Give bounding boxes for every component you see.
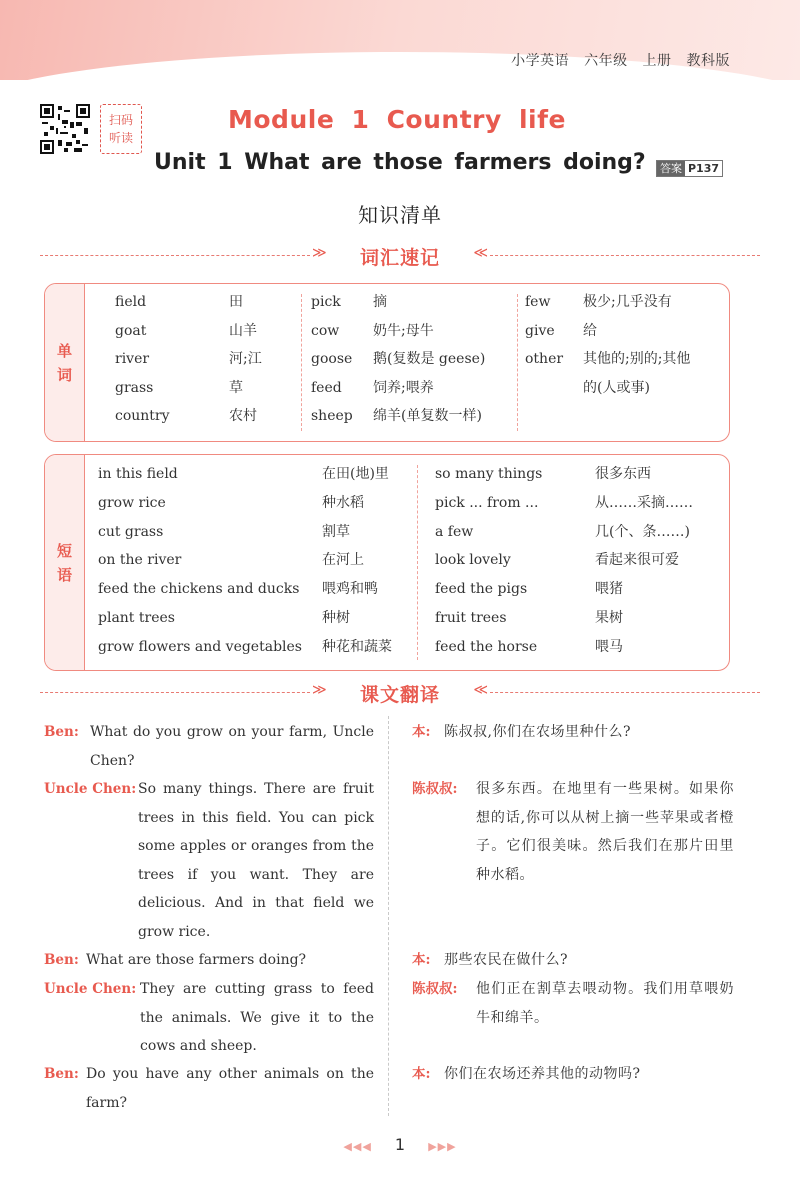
phrase-row — [435, 464, 693, 493]
phrase-row — [435, 522, 693, 551]
column-separator — [417, 465, 418, 660]
column-separator — [301, 294, 302, 431]
word-row — [311, 378, 485, 407]
phrase-en: feed the chickens and ducks — [98, 581, 300, 598]
word-row — [311, 321, 485, 350]
phrases-side-char-2: 语 — [56, 565, 72, 584]
phrase-en: fruit trees — [435, 609, 507, 626]
words-box — [44, 283, 730, 442]
phrases-side-char-1: 短 — [56, 541, 72, 560]
word-zh: 河;江 — [229, 351, 262, 368]
word-en: give — [525, 322, 555, 339]
phrase-en: grow rice — [98, 494, 166, 511]
phrase-zh: 在河上 — [322, 552, 364, 569]
word-en: sheep — [311, 408, 353, 425]
word-en: country — [115, 408, 170, 425]
phrase-row — [435, 637, 693, 666]
scan-tag-line2: 听读 — [108, 131, 133, 145]
word-en: river — [115, 351, 150, 368]
phrases-box — [44, 454, 730, 671]
phrase-zh: 喂马 — [595, 638, 623, 655]
dialogue-text: What do you grow on your farm, Uncle Chen? — [90, 724, 374, 769]
phrase-row — [435, 550, 693, 579]
dialogue-speaker: 本: — [412, 1066, 431, 1082]
word-en: field — [115, 294, 147, 310]
triple-left-arrow-icon: ◀◀◀ — [343, 1140, 372, 1153]
phrase-zh: 果树 — [595, 609, 623, 626]
dialogue-line — [44, 718, 374, 775]
phrase-zh: 几(个、条……) — [595, 523, 690, 540]
word-en: other — [525, 351, 564, 368]
word-zh: 其他的;别的;其他 — [583, 351, 691, 368]
dialogue-line — [44, 1060, 374, 1117]
phrases-column-2 — [435, 464, 693, 666]
chevron-left-icon: ≪ — [473, 245, 488, 261]
word-en: pick — [311, 294, 341, 310]
dialogue-speaker: 陈叔叔: — [412, 781, 458, 797]
dialogue-line — [412, 1060, 734, 1089]
dialogue-line — [44, 946, 374, 975]
dialogue-speaker: 本: — [412, 952, 431, 968]
phrase-zh: 看起来很可爱 — [595, 552, 679, 569]
dialogue-line — [44, 975, 374, 1061]
dialogue-speaker: Uncle Chen: — [44, 781, 137, 797]
page-number: 1 — [394, 1135, 406, 1154]
phrase-row — [435, 608, 693, 637]
phrase-row — [98, 493, 392, 522]
phrase-row — [98, 464, 392, 493]
words-column-3 — [525, 292, 690, 406]
phrase-en: a few — [435, 523, 474, 540]
phrase-en: grow flowers and vegetables — [98, 638, 302, 655]
words-side-char-2: 词 — [56, 365, 72, 384]
unit-title: Unit 1 What are those farmers doing? — [154, 150, 646, 175]
phrase-zh: 很多东西 — [595, 466, 651, 482]
word-zh: 饲养;喂养 — [373, 379, 434, 396]
words-side-char-1: 单 — [56, 341, 72, 360]
chevron-right-icon: ≫ — [312, 682, 327, 698]
dialogue-text: 你们在农场还养其他的动物吗? — [444, 1066, 641, 1082]
dialogue-speaker: 陈叔叔: — [412, 981, 458, 997]
word-row — [115, 349, 262, 378]
word-en: few — [525, 294, 551, 310]
word-en: cow — [311, 322, 340, 339]
phrase-en: plant trees — [98, 609, 175, 626]
section-title: 知识清单 — [358, 203, 442, 227]
word-en: grass — [115, 379, 154, 396]
word-zh: 绵羊(单复数一样) — [373, 408, 482, 425]
qr-code-icon[interactable] — [40, 104, 90, 154]
word-row — [311, 292, 485, 321]
dialogue-speaker: Ben: — [44, 1066, 79, 1082]
word-row — [311, 406, 485, 435]
vocab-divider — [40, 243, 760, 269]
word-zh: 鹅(复数是 geese) — [373, 351, 486, 368]
dialogue-speaker: Uncle Chen: — [44, 981, 137, 997]
word-en: goose — [311, 351, 353, 368]
dialogue-line — [412, 946, 734, 975]
phrase-en: pick ... from ... — [435, 494, 539, 511]
word-row — [115, 321, 262, 350]
dialogue-line — [412, 775, 734, 889]
triple-right-arrow-icon: ▶▶▶ — [428, 1140, 457, 1153]
phrase-row — [98, 608, 392, 637]
word-zh: 农村 — [229, 408, 257, 425]
word-row — [525, 349, 690, 378]
word-zh: 极少;几乎没有 — [583, 294, 672, 310]
dialogue-speaker: 本: — [412, 724, 431, 740]
dialogue-text: What are those farmers doing? — [86, 952, 307, 968]
divider-line-right — [490, 255, 760, 256]
word-zh: 给 — [583, 322, 597, 339]
vocab-heading: 词汇速记 — [359, 247, 440, 269]
dialogue-speaker: Ben: — [44, 724, 79, 740]
word-zh: 奶牛;母牛 — [373, 322, 434, 339]
module-title: Module 1 Country life — [228, 105, 566, 134]
words-column-1 — [115, 292, 262, 435]
dialogue-text: 陈叔叔,你们在农场里种什么? — [444, 724, 631, 740]
chevron-right-icon: ≫ — [312, 245, 327, 261]
phrase-zh: 喂猪 — [595, 581, 623, 598]
scan-to-listen-tag[interactable] — [100, 104, 142, 154]
word-row — [115, 406, 262, 435]
phrase-zh: 喂鸡和鸭 — [322, 581, 378, 598]
dialogue-line — [412, 975, 734, 1032]
words-side-label — [45, 284, 85, 441]
phrase-zh: 种树 — [322, 609, 350, 626]
phrase-en: on the river — [98, 552, 182, 569]
phrases-side-label — [45, 455, 85, 670]
dialogue-text: 很多东西。在地里有一些果树。如果你想的话,你可以从树上摘一些苹果或者橙子。它们很美味。然后我们在那片田里种水稻。 — [476, 781, 734, 883]
phrase-row — [98, 637, 392, 666]
word-zh: 摘 — [373, 294, 387, 310]
phrase-row — [98, 522, 392, 551]
dialogue-line — [412, 718, 734, 747]
chevron-left-icon: ≪ — [473, 682, 488, 698]
phrases-column-1 — [98, 464, 392, 666]
qr-code-graphic — [40, 104, 90, 154]
word-row — [525, 292, 690, 321]
phrase-row — [98, 550, 392, 579]
divider-line-right — [490, 692, 760, 693]
answer-badge-page: P137 — [685, 161, 722, 176]
word-row — [311, 349, 485, 378]
dialogue-text: 那些农民在做什么? — [444, 952, 569, 968]
phrase-row — [435, 493, 693, 522]
translation-heading: 课文翻译 — [359, 684, 440, 706]
word-row — [115, 378, 262, 407]
phrase-row — [435, 579, 693, 608]
words-column-2 — [311, 292, 485, 435]
phrase-zh: 从……采摘…… — [595, 494, 693, 511]
dialogue-text: They are cutting grass to feed the animals. We give it to the cows and sheep. — [140, 981, 374, 1054]
phrase-en: feed the pigs — [435, 581, 528, 598]
column-separator — [517, 294, 518, 431]
word-zh: 田 — [229, 294, 243, 310]
word-row — [115, 292, 262, 321]
dialogue-text: 他们正在割草去喂动物。我们用草喂奶牛和绵羊。 — [476, 981, 734, 1026]
answer-badge — [656, 160, 723, 177]
phrase-en: cut grass — [98, 523, 164, 540]
phrase-en: in this field — [98, 466, 178, 482]
translation-divider — [40, 680, 760, 706]
scan-tag-line1: 扫码 — [108, 113, 133, 127]
word-zh: 山羊 — [229, 322, 257, 339]
dialogue-text: Do you have any other animals on the farm? — [86, 1066, 374, 1111]
dialogue-line — [44, 775, 374, 946]
dialogue-text: So many things. There are fruit trees in this field. You can pick some apples or oranges from the trees if you want. They are delicious. And in that field we grow rice. — [138, 781, 374, 940]
word-en: goat — [115, 322, 147, 339]
phrase-zh: 在田(地)里 — [322, 466, 389, 482]
word-en: feed — [311, 379, 342, 396]
phrase-en: feed the horse — [435, 638, 538, 655]
phrase-row — [98, 579, 392, 608]
page-footer — [0, 1135, 800, 1154]
phrase-zh: 割草 — [322, 523, 350, 540]
word-zh: 草 — [229, 379, 243, 396]
book-series-label: 小学英语 六年级 上册 教科版 — [511, 53, 730, 69]
word-zh: 的(人或事) — [583, 379, 650, 396]
dialogue-separator — [388, 716, 389, 1116]
phrase-en: look lovely — [435, 552, 511, 569]
phrase-zh: 种水稻 — [322, 494, 364, 511]
answer-badge-label: 答案 — [657, 161, 685, 176]
phrase-zh: 种花和蔬菜 — [322, 638, 392, 655]
word-row — [525, 378, 690, 407]
phrase-en: so many things — [435, 466, 543, 482]
word-row — [525, 321, 690, 350]
dialogue-speaker: Ben: — [44, 952, 79, 968]
